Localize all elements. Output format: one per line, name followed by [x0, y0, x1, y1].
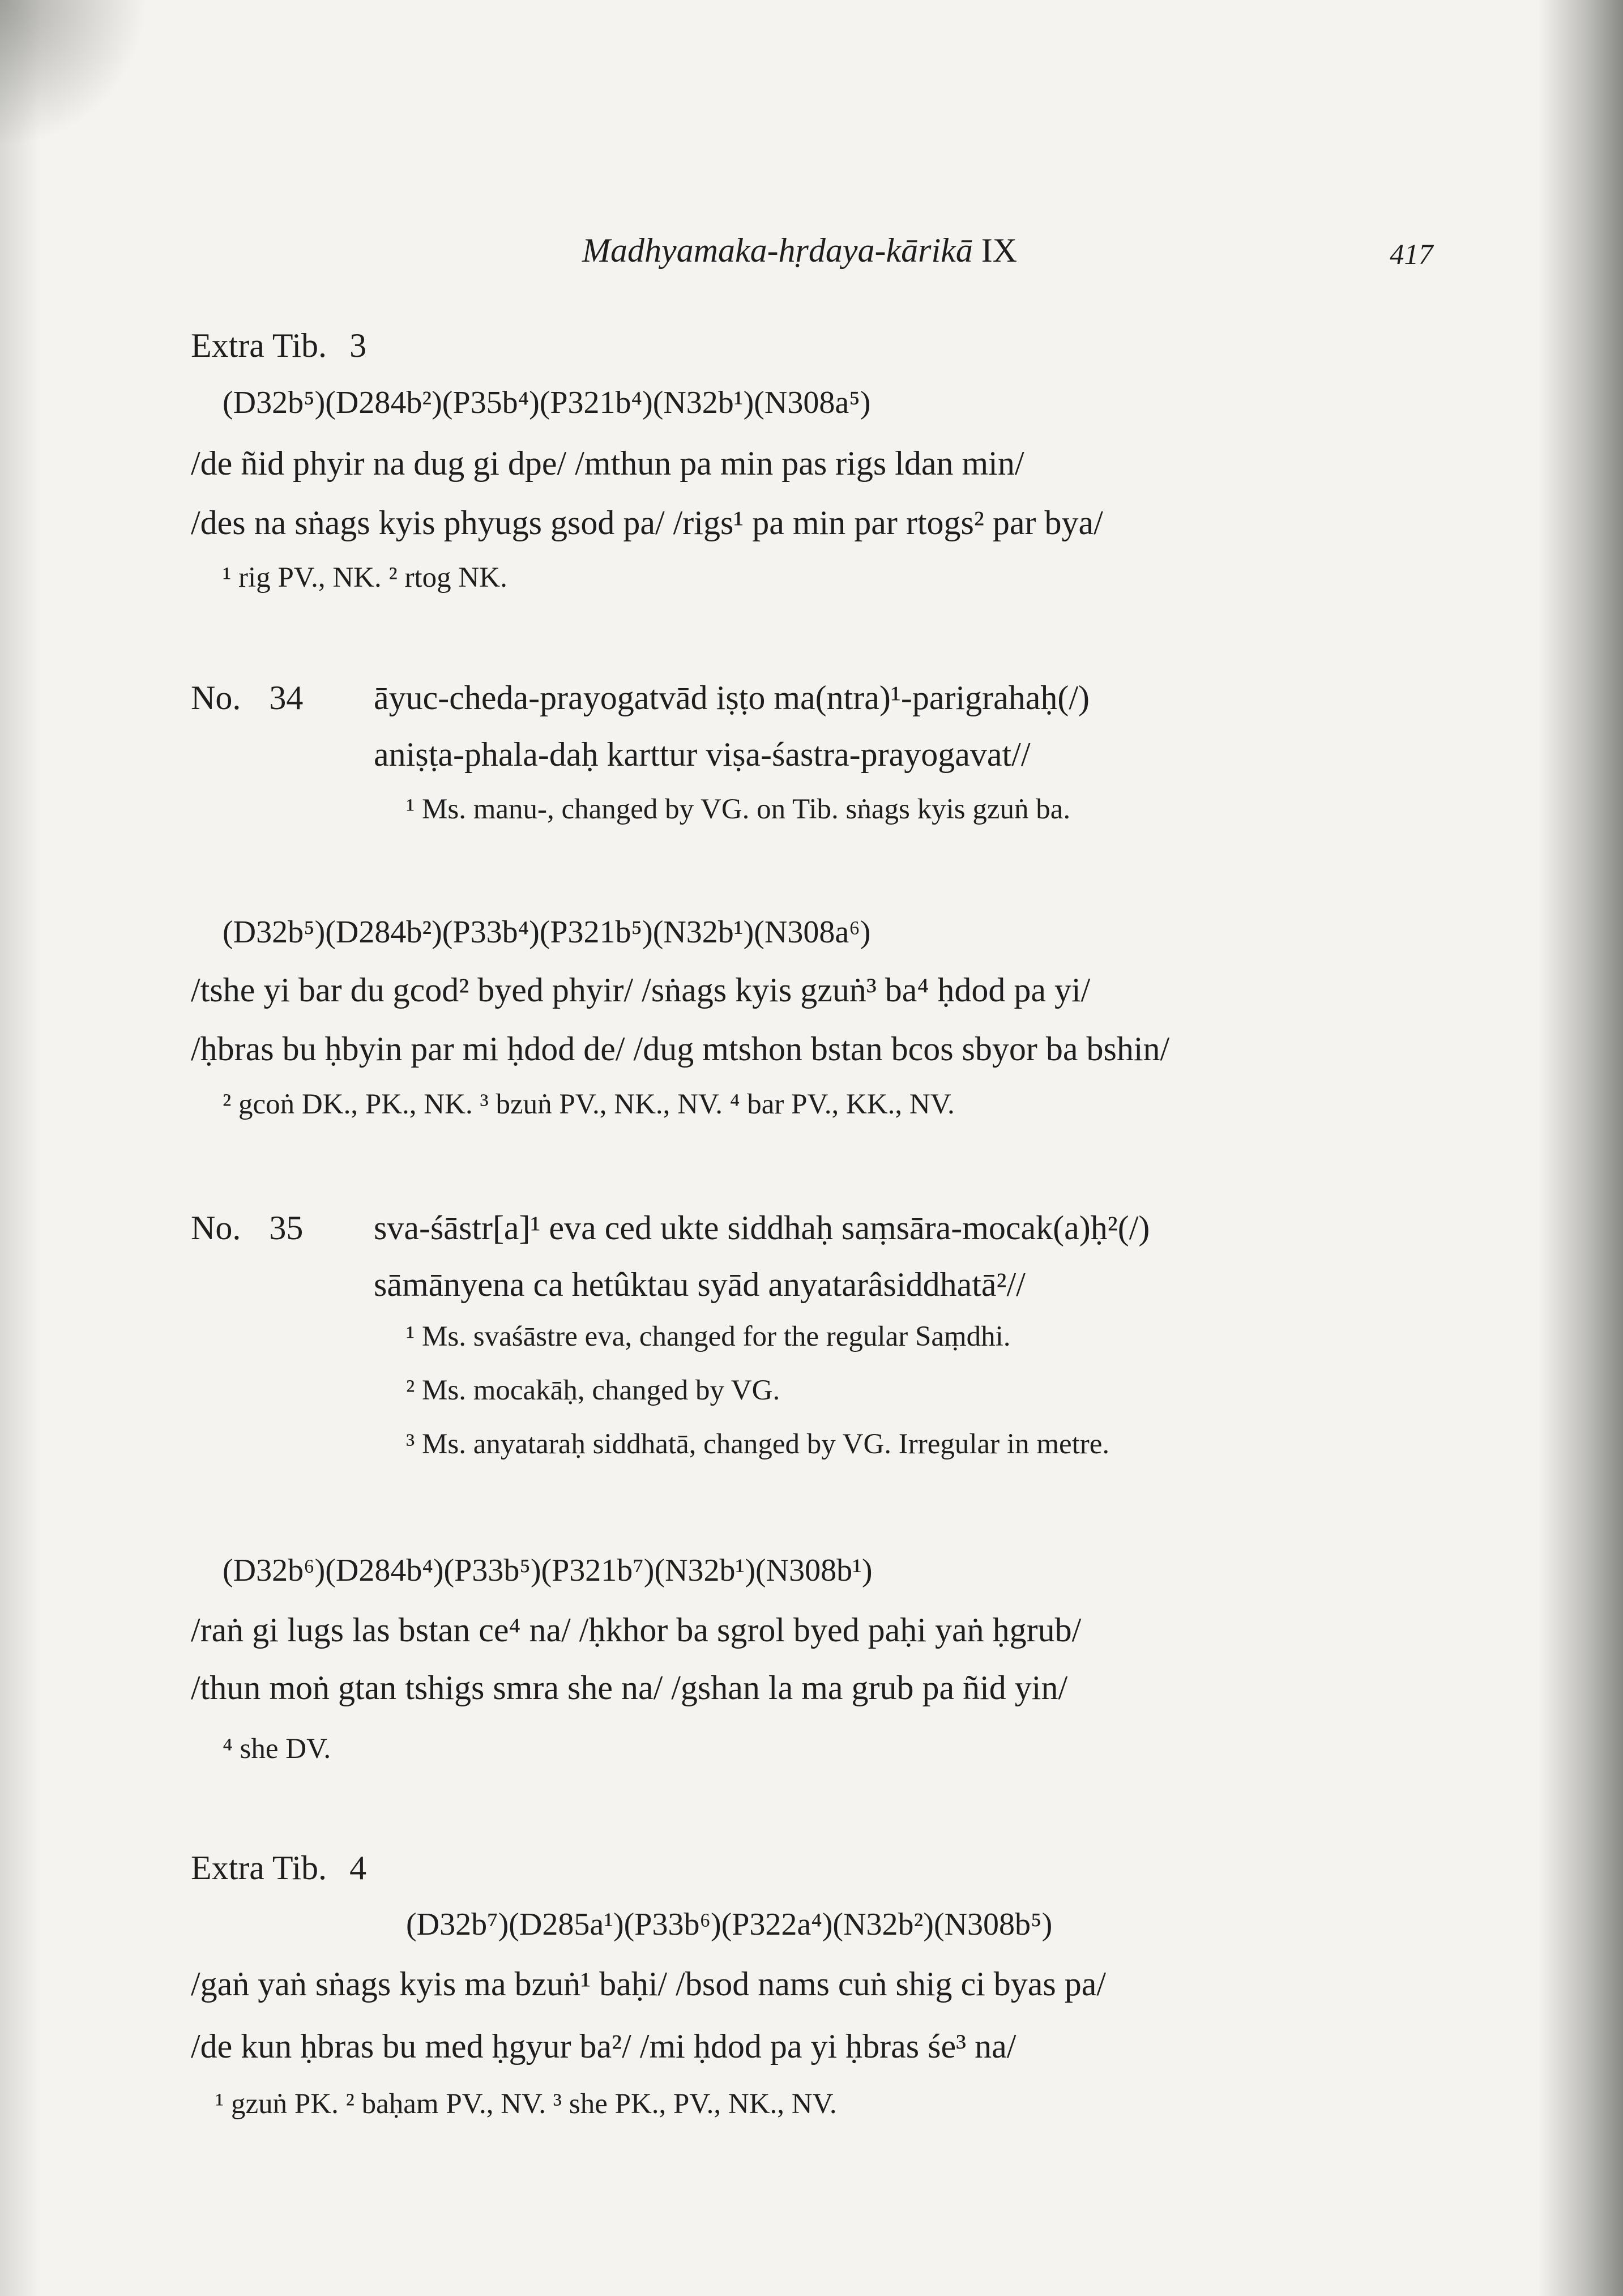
section-number: 34 [269, 679, 304, 716]
verse-note: ¹ Ms. svaśāstre eva, changed for the regular Saṃdhi. [406, 1321, 1011, 1352]
tibetan-line: /raṅ gi lugs las bstan ce⁴ na/ /ḥkhor ba sgrol byed paḥi yaṅ ḥgrub/ [191, 1611, 1082, 1649]
section-heading [191, 1851, 366, 1885]
section-heading [191, 328, 366, 362]
page-number: 417 [1390, 239, 1433, 271]
section-number: 4 [349, 1849, 367, 1887]
scan-shadow-corner [0, 0, 147, 147]
sanskrit-verse-line: āyuc-cheda-prayogatvād iṣṭo ma(ntra)¹-parigrahaḥ(/) [374, 679, 1090, 716]
running-header [582, 233, 1017, 267]
section-heading [191, 681, 303, 715]
sanskrit-verse-line: aniṣṭa-phala-daḥ karttur viṣa-śastra-prayogavat// [374, 736, 1031, 773]
sanskrit-verse-line: sva-śāstr[a]¹ eva ced ukte siddhaḥ saṃsāra-mocak(a)ḥ²(/) [374, 1209, 1150, 1247]
tibetan-line: /ḥbras bu ḥbyin par mi ḥdod de/ /dug mtshon bstan bcos sbyor ba bshin/ [191, 1030, 1170, 1068]
tibetan-line: /de ñid phyir na dug gi dpe/ /mthun pa min pas rigs ldan min/ [191, 445, 1024, 482]
verse-note: ¹ Ms. manu-, changed by VG. on Tib. sṅags kyis gzuṅ ba. [406, 793, 1071, 825]
tibetan-line: /tshe yi bar du gcod² byed phyir/ /sṅags kyis gzuṅ³ ba⁴ ḥdod pa yi/ [191, 971, 1091, 1009]
witness-sigla: (D32b⁷)(D285a¹)(P33b⁶)(P322a⁴)(N32b²)(N308b⁵) [406, 1907, 1053, 1942]
footnote: ⁴ she DV. [223, 1733, 331, 1765]
verse-note: ² Ms. mocakāḥ, changed by VG. [406, 1375, 780, 1406]
section-label: No. [191, 1209, 241, 1247]
section-label: No. [191, 679, 241, 716]
scan-shadow-left [0, 0, 40, 2296]
scan-shadow-right [1538, 0, 1623, 2296]
witness-sigla: (D32b⁵)(D284b²)(P35b⁴)(P321b⁴)(N32b¹)(N308a⁵) [223, 385, 871, 420]
witness-sigla: (D32b⁵)(D284b²)(P33b⁴)(P321b⁵)(N32b¹)(N308a⁶) [223, 915, 871, 950]
sanskrit-verse-line: sāmānyena ca hetûktau syād anyatarâsiddhatā²// [374, 1266, 1026, 1303]
witness-sigla: (D32b⁶)(D284b⁴)(P33b⁵)(P321b⁷)(N32b¹)(N308b¹) [223, 1553, 873, 1588]
section-number: 3 [349, 327, 367, 364]
footnote: ¹ rig PV., NK. ² rtog NK. [223, 562, 507, 594]
footnote: ² gcoṅ DK., PK., NK. ³ bzuṅ PV., NK., NV. ⁴ bar PV., KK., NV. [223, 1089, 955, 1120]
section-number: 35 [269, 1209, 304, 1247]
verse-note: ³ Ms. anyataraḥ siddhatā, changed by VG. Irregular in metre. [406, 1428, 1110, 1460]
section-label: Extra Tib. [191, 1849, 327, 1887]
tibetan-line: /des na sṅags kyis phyugs gsod pa/ /rigs¹ pa min par rtogs² par bya/ [191, 504, 1103, 541]
section-heading [191, 1211, 303, 1245]
tibetan-line: /gaṅ yaṅ sṅags kyis ma bzuṅ¹ baḥi/ /bsod nams cuṅ shig ci byas pa/ [191, 1965, 1107, 2003]
section-label: Extra Tib. [191, 327, 327, 364]
footnote: ¹ gzuṅ PK. ² baḥam PV., NV. ³ she PK., PV., NK., NV. [215, 2088, 837, 2120]
chapter-number: IX [972, 232, 1018, 269]
tibetan-line: /thun moṅ gtan tshigs smra she na/ /gshan la ma grub pa ñid yin/ [191, 1669, 1068, 1706]
running-title: Madhyamaka-hṛdaya-kārikā [582, 232, 973, 269]
tibetan-line: /de kun ḥbras bu med ḥgyur ba²/ /mi ḥdod pa yi ḥbras śe³ na/ [191, 2028, 1016, 2065]
